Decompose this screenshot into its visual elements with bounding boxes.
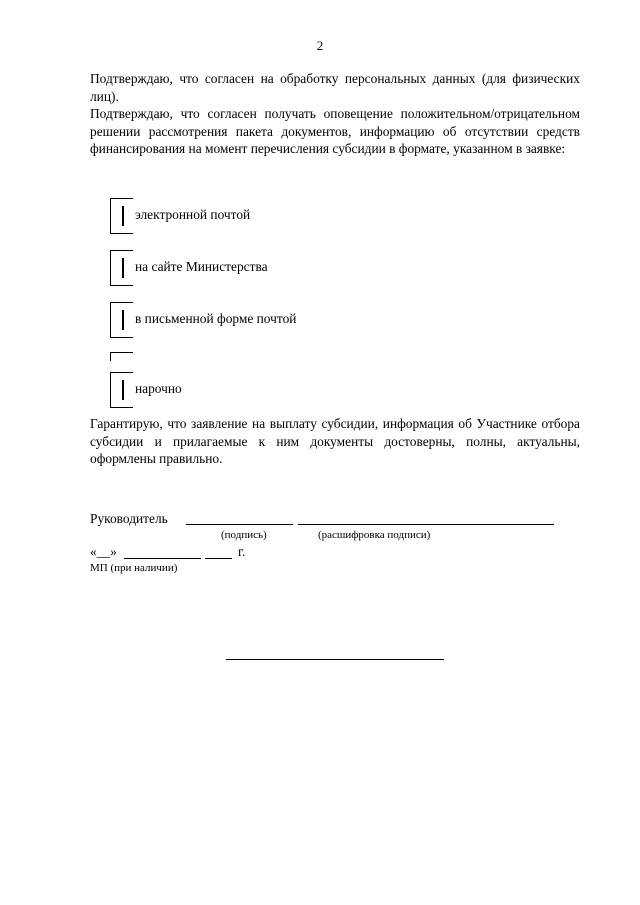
checkbox-mark-icon [122, 310, 124, 330]
option-written-mail-label: в письменной форме почтой [135, 311, 297, 326]
option-ministry-site-label: на сайте Министерства [135, 259, 268, 274]
signature-line[interactable] [186, 524, 293, 525]
date-year-line[interactable] [205, 558, 232, 559]
head-label: Руководитель [90, 511, 168, 526]
stamp-label: МП (при наличии) [90, 562, 178, 574]
stray-checkbox-fragment [110, 352, 133, 361]
date-day: «__» [90, 544, 117, 559]
guarantee-statement: Гарантирую, что заявление на выплату субсидии, информация об Участнике отбора субсидии и прилагаемые к ним документы достоверны, полны, актуальны, оформлены правильно. [90, 416, 580, 466]
page-number: 2 [316, 38, 324, 53]
option-email-label: электронной почтой [135, 207, 251, 222]
signature-decode-line[interactable] [298, 524, 554, 525]
option-by-hand-label: нарочно [135, 381, 182, 396]
checkbox-mark-icon [122, 380, 124, 400]
checkbox-by-hand[interactable] [110, 372, 133, 408]
checkbox-ministry-site[interactable] [110, 250, 133, 286]
date-month-line[interactable] [124, 558, 201, 559]
year-suffix: г. [238, 544, 246, 559]
checkbox-email[interactable] [110, 198, 133, 234]
checkbox-mark-icon [122, 206, 124, 226]
checkbox-written-mail[interactable] [110, 302, 133, 338]
signature-decode-caption: (расшифровка подписи) [318, 529, 431, 541]
signature-caption: (подпись) [221, 529, 267, 541]
checkbox-mark-icon [122, 258, 124, 278]
consent-notification: Подтверждаю, что согласен получать оповещение положительном/отрицательном решении рассмотрения пакета документов, информацию об отсутствии средств финансирования на момент перечисления субсидии в формате, указанном в заявке: [90, 106, 580, 156]
consent-personal-data: Подтверждаю, что согласен на обработку персональных данных (для физических лиц). [90, 71, 580, 104]
end-separator-line [226, 659, 444, 660]
